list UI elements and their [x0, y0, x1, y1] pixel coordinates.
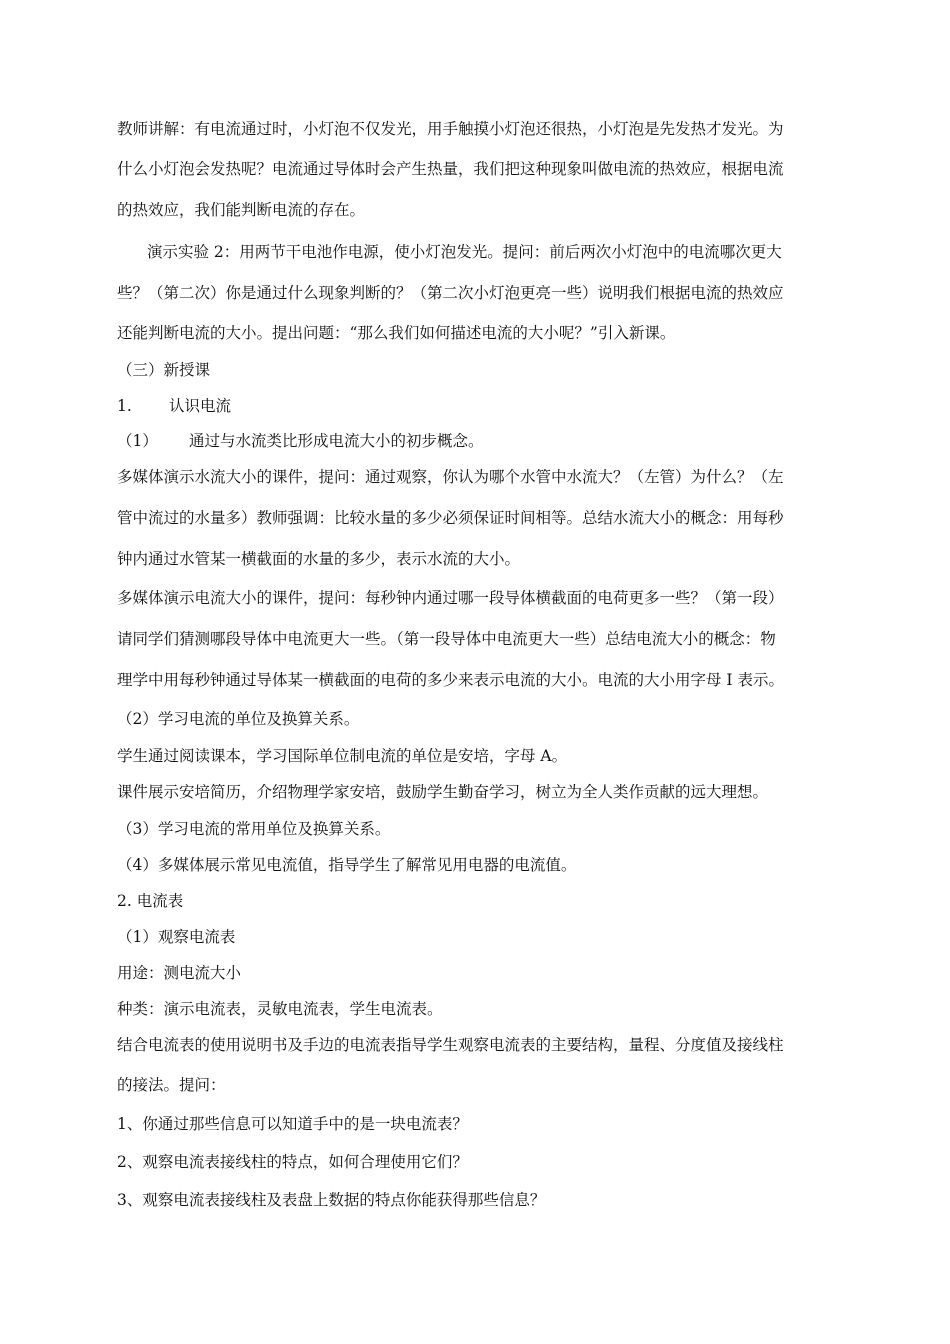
paragraph-line: 课件展示安培简历，介绍物理学家安培，鼓励学生勤奋学习，树立为全人类作贡献的远大理想。 [117, 783, 769, 801]
section-heading: （三）新授课 [117, 361, 211, 379]
paragraph-line: 什么小灯泡会发热呢？电流通过导体时会产生热量，我们把这种现象叫做电流的热效应，根据电流 [117, 160, 784, 178]
subsection-heading: 2. 电流表 [117, 892, 184, 910]
item-number: （1） [117, 432, 158, 450]
list-item [117, 430, 484, 452]
paragraph-line: 的热效应，我们能判断电流的存在。 [117, 201, 366, 219]
paragraph-line: 结合电流表的使用说明书及手边的电流表指导学生观察电流表的主要结构，量程、分度值及接线柱 [117, 1036, 784, 1054]
list-item: （4）多媒体展示常见电流值，指导学生了解常见用电器的电流值。 [117, 856, 577, 874]
list-item: （2）学习电流的单位及换算关系。 [117, 710, 360, 728]
question-item: 2、观察电流表接线柱的特点，如何合理使用它们？ [117, 1153, 468, 1171]
paragraph-line: 还能判断电流的大小。提出问题：“那么我们如何描述电流的大小呢？”引入新课。 [117, 324, 676, 342]
section-number: 1. [117, 397, 132, 415]
paragraph-line: 理学中用每秒钟通过导体某一横截面的电荷的多少来表示电流的大小。电流的大小用字母 I 表示。 [117, 671, 784, 689]
paragraph-line: 多媒体演示电流大小的课件，提问：每秒钟内通过哪一段导体横截面的电荷更多一些？（第一段） [117, 589, 784, 607]
paragraph-line: 学生通过阅读课本，学习国际单位制电流的单位是安培，字母 A。 [117, 747, 568, 765]
paragraph-line: 多媒体演示水流大小的课件，提问：通过观察，你认为哪个水管中水流大？（左管）为什么？（左 [117, 468, 784, 486]
list-item: （3）学习电流的常用单位及换算关系。 [117, 820, 391, 838]
question-item: 3、观察电流表接线柱及表盘上数据的特点你能获得那些信息？ [117, 1191, 546, 1209]
list-item: （1）观察电流表 [117, 928, 236, 946]
question-item: 1、你通过那些信息可以知道手中的是一块电流表？ [117, 1115, 468, 1133]
paragraph-line: 管中流过的水量多）教师强调：比较水量的多少必须保证时间相等。总结水流大小的概念：用每秒 [117, 509, 784, 527]
subsection-heading [117, 395, 231, 417]
subsection-title: 认识电流 [169, 397, 232, 415]
paragraph-line: 用途：测电流大小 [117, 964, 242, 982]
paragraph-line: 钟内通过水管某一横截面的水量的多少，表示水流的大小。 [117, 550, 521, 568]
paragraph-line: 的接法。提问： [117, 1076, 226, 1094]
paragraph-line: 请同学们猜测哪段导体中电流更大一些。（第一段导体中电流更大一些）总结电流大小的概念：物 [117, 630, 776, 648]
paragraph-line: 种类：演示电流表，灵敏电流表，学生电流表。 [117, 1000, 443, 1018]
paragraph-line: 些？（第二次）你是通过什么现象判断的？（第二次小灯泡更亮一些）说明我们根据电流的热效应 [117, 284, 784, 302]
item-text: 通过与水流类比形成电流大小的初步概念。 [189, 432, 484, 450]
paragraph-line: 教师讲解：有电流通过时，小灯泡不仅发光，用手触摸小灯泡还很热，小灯泡是先发热才发光。为 [117, 120, 784, 138]
paragraph-line: 演示实验 2：用两节干电池作电源，使小灯泡发光。提问：前后两次小灯泡中的电流哪次更大 [147, 243, 782, 261]
